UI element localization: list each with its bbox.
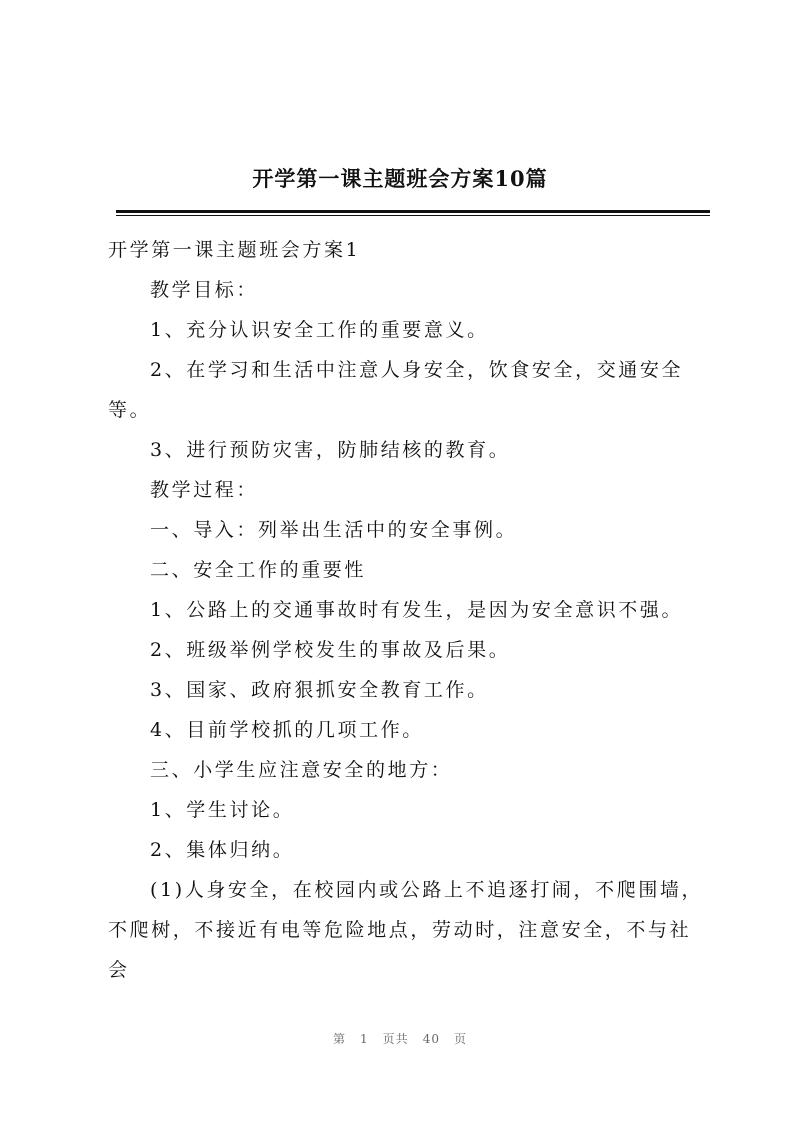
footer-page-number: 1: [360, 1032, 369, 1046]
footer-pages-label: 页: [453, 1032, 467, 1046]
paragraph: 教学过程：: [150, 479, 259, 501]
document-title: 开学第一课主题班会方案10篇: [252, 166, 548, 191]
paragraph: 二、安全工作的重要性: [150, 559, 367, 581]
paragraph: 2、在学习和生活中注意人身安全，饮食安全，交通安全等。: [108, 359, 684, 421]
paragraph: (1)人身安全，在校园内或公路上不追逐打闹，不爬围墙，不爬树，不接近有电等危险地点，劳动时，注意安全，不与社会: [108, 879, 704, 981]
paragraph: 三、小学生应注意安全的地方：: [150, 759, 453, 781]
paragraph: 1、学生讨论。: [150, 799, 295, 821]
title-rule-thin: [116, 215, 710, 216]
paragraph: 1、公路上的交通事故时有发生，是因为安全意识不强。: [150, 599, 684, 621]
paragraph: 3、进行预防灾害，防肺结核的教育。: [150, 439, 511, 461]
paragraph: 一、导入：列举出生活中的安全事例。: [150, 519, 518, 541]
paragraph: 2、集体归纳。: [150, 839, 295, 861]
title-rule-thick: [116, 210, 710, 213]
footer-of-label: 页共: [382, 1032, 409, 1046]
paragraph: 4、目前学校抓的几项工作。: [150, 719, 424, 741]
document-body: [108, 230, 708, 990]
footer-page-label: 第: [333, 1032, 347, 1046]
footer-total-pages: 40: [422, 1032, 440, 1046]
paragraph: 1、充分认识安全工作的重要意义。: [150, 319, 489, 341]
paragraph: 2、班级举例学校发生的事故及后果。: [150, 639, 511, 661]
page-footer: [0, 1030, 800, 1047]
section-heading: 开学第一课主题班会方案1: [108, 239, 361, 261]
paragraph: 3、国家、政府狠抓安全教育工作。: [150, 679, 489, 701]
paragraph: 教学目标：: [150, 279, 259, 301]
